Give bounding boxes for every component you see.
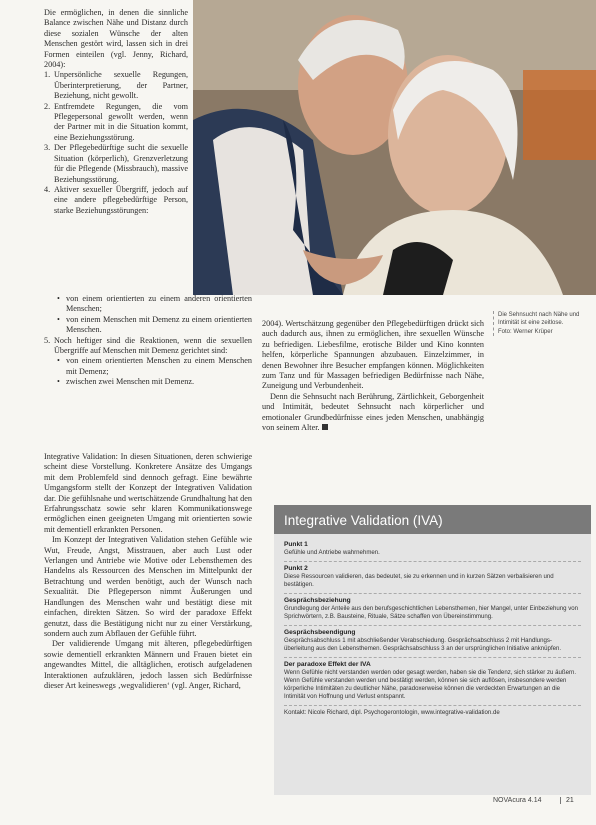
paragraph: Im Konzept der Integrativen Validation stehen Gefühle wie Wut, Freude, Angst, Misstrauen, aber auch Lust oder Verlangen und Antriebe wie Motive oder Lebensthemen des Handelns als Ressourcen des Menschen im Mittelpunkt der Betrachtung und werden benötigt, auch der Wunsch nach Sexualität. Die Pflegeperson nimmt Äußerungen und Handlungen des Menschen wahr und bestätigt diese mit einfachen, direkten Sätzen. So wird der paradoxe Effekt genutzt, dass die Bestätigung nicht nur zu einer Verstärkung, sondern auch zum Abflauen der Gefühle führt. [44,535,252,638]
list-text: Noch heftiger sind die Reaktionen, wenn die sexuellen Übergriffe auf Menschen mit Demenz gerichtet sind: [54,335,252,356]
info-box-integrative-validation [274,505,591,795]
section-body: Wenn Gefühle nicht verstanden werden oder gesagt werden, haben sie die Tendenz, sich stärker zu äußern. Wenn Gefühle verstanden werden und bestätigt werden, können sie sich auflösen, insbesondere werden körperliche Intimitäten zu deutlicher Nähe, paradoxerweise können die verdeckten Erwartungen an die Intimität von Hoffnung und Verlust entspannt. [284,669,577,700]
paragraph [262,392,484,434]
column-left-top [44,8,188,216]
section-title: Punkt 2 [284,565,308,572]
info-box-section [284,657,581,705]
column-left-middle [44,294,252,388]
numbered-list [44,336,252,357]
contact-text: Kontakt: Nicole Richard, dipl. Psychogerontologin, www.integrative-validation.de [284,709,500,716]
intro-paragraph: Die ermöglichen, in denen die sinnliche Balance zwischen Nähe und Distanz durch diese sozialen Wünsche der alten Menschen gestört wird, lassen sich in drei Formen einteilen (vgl. Jenny, Richard, 2004): [44,8,188,70]
cover-photo-elderly-couple [193,0,596,295]
list-number: 4. [44,184,51,194]
square-end-icon [322,424,328,430]
info-box-section [284,593,581,625]
section-body: Diese Ressourcen validieren, das bedeutet, sie zu erkennen und in kurzen Sätzen verbalisieren und bestätigen. [284,573,554,588]
section-body: Gefühle und Antriebe wahrnehmen. [284,549,380,556]
bullet-list [44,294,252,336]
list-item [44,336,252,357]
photo-caption [493,311,594,336]
list-text: Unpersönliche sexuelle Regungen, Überinterpretierung, der Partner, Beziehung, nicht gewollt. [54,70,188,101]
photo-illustration [193,0,596,295]
info-box-section [284,561,581,593]
section-title: Der paradoxe Effekt der IVA [284,661,371,668]
paragraph: Der validierende Umgang mit älteren, pflegebedürftigen sowie dementiell erkrankten Männern und Frauen bietet ein angewandtes Mittel, die alltäglichen, erotisch aufgeladenen Interaktionen aufzuklären, jedoch lassen sich Bedürfnisse dieser Art keineswegs ‚wegvalidieren‘ (vgl. Anger, Richard, [44,639,252,690]
section-title: Gesprächsbeziehung [284,597,351,604]
numbered-list [44,70,188,216]
paragraph: Integrative Validation: In diesen Situationen, deren schwierige scheint diese Vorstellung. Konkretere Ansätze des Umgangs mit dem Problemfeld sind dennoch gefragt. Eine bewährte Umgangsform stellt der Konzept der Integrativen Validation dar. Die gefühlsnahe und wertschätzende Grundhaltung hat den Erfahrungsschatz sowie sehr klaren Kommunikationswege ermöglichen einen geeigneten Umgang mit orientierten sowie mit dementiell erkrankten Personen. [44,452,252,534]
list-number: 5. [44,335,51,345]
bullet-item: • zwischen zwei Menschen mit Demenz. [66,377,252,387]
list-item [44,102,188,144]
paragraph-text: Denn die Sehnsucht nach Berührung, Zärtlichkeit, Geborgenheit und Intimität, bedeutet Sehnsucht nach körperlicher und emotionaler Grundbedürfnisse eines jeden Menschen, unabhängig von seinem Alter. [262,391,484,433]
info-box-title: Integrative Validation (IVA) [274,505,591,534]
bullet-item: • von einem orientierten zu einem anderen orientierten Menschen; [66,294,252,315]
list-item [44,185,188,216]
section-title: Punkt 1 [284,541,308,548]
list-text: Aktiver sexueller Übergriff, jedoch auf eine andere pflegebedürftige Person, starke Beziehungsstörungen: [54,184,188,215]
bullet-item: • von einem orientierten Menschen zu einem Menschen mit Demenz; [66,356,252,377]
bullet-list [44,356,252,387]
section-body: Grundlegung der Anteile aus den berufsgeschichtlichen Lebensthemen, hier Mangel, unter Einbeziehung von Sprichwörtern, z.B. Bausteine, Rituale, Sätze schaffen von Übereinstimmung. [284,605,579,620]
bullet-item: • von einem Menschen mit Demenz zu einem orientierten Menschen. [66,315,252,336]
section-title: Gesprächsbeendigung [284,629,356,636]
info-box-contact [284,705,581,721]
page-number: 21 [560,797,574,804]
paragraph: 2004). Wertschätzung gegenüber den Pflegebedürftigen drückt sich auch dadurch aus, ihnen zu ermöglichen, ihre sexuellen Wünsche zu befriedigen. Liebesfilme, erotische Bilder und Kino konnten helfen, körperliche Spannungen abzubauen. Einzelzimmer, in denen Bewohner ihre Besucher empfangen können. Möglichkeiten zum Tanz und für Massagen befriedigen Bedürfnisse nach Nähe, Zuneigung und Verbundenheit. [262,319,484,391]
info-box-body [274,534,591,725]
caption-text: Die Sehnsucht nach Nähe und Intimität ist eine zeitlose. [498,312,580,327]
list-text: Entfremdete Regungen, die vom Pflegepersonal gewollt werden, wenn der Partner mit in die Situation kommt, eine Beziehungsstörung. [54,101,188,142]
photo-credit: Foto: Werner Krüper [498,329,553,336]
list-number: 1. [44,70,51,80]
section-body: Gesprächsabschluss 1 mit abschließender Verabschiedung. Gesprächsabschluss 2 mit Handlungs-überleitung aus den Lebensthemen. Gesprächsabschluss 3 an der ursprünglichen Initiative anknüpfen. [284,637,562,652]
list-item [44,143,188,185]
info-box-section [284,625,581,657]
info-box-section [284,538,581,561]
column-left-bottom [44,452,252,691]
list-number: 2. [44,101,51,111]
journal-footer: NOVAcura 4.14 [493,797,542,804]
list-item [44,70,188,101]
list-number: 3. [44,143,51,153]
list-text: Der Pflegebedürftige sucht die sexuelle Situation (körperlich), Grenzverletzung für die Pflegende (Missbrauch), massive Beziehungsstörung. [54,143,188,184]
column-right [262,319,484,433]
